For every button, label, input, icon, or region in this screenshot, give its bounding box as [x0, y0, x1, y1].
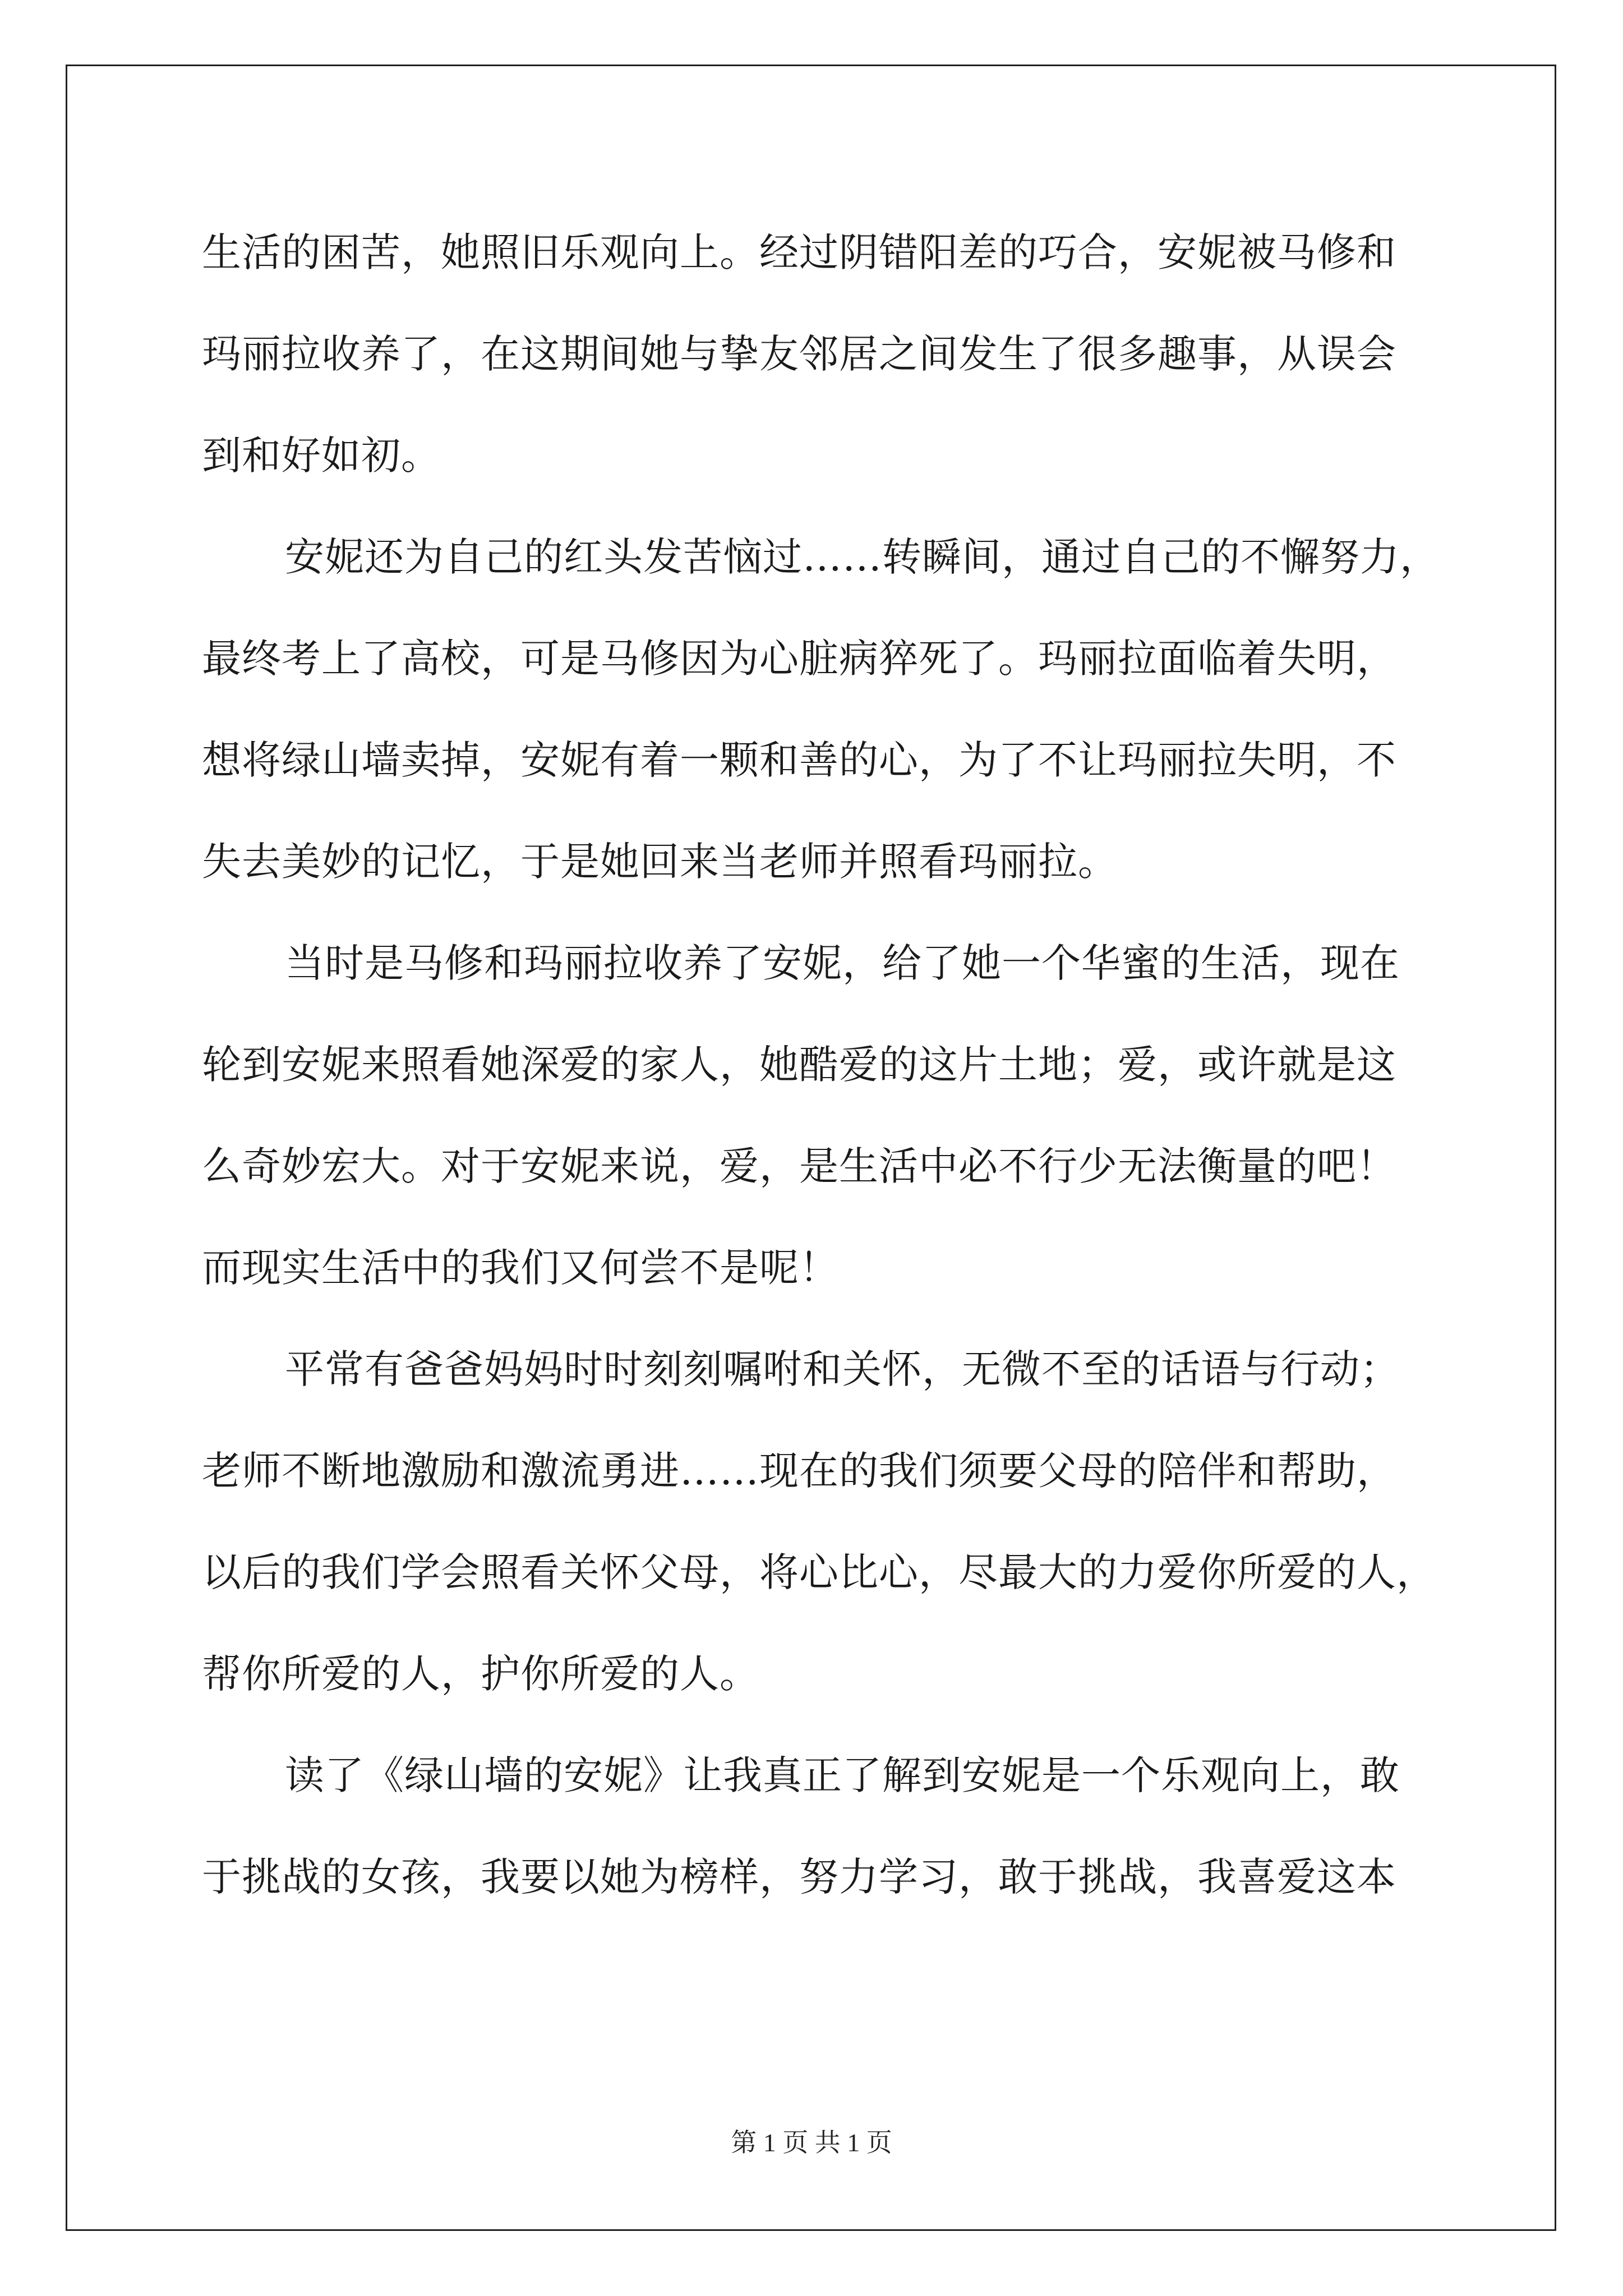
document-body — [202, 202, 1440, 1928]
text-line: 以后的我们学会照看关怀父母，将心比心，尽最大的力爱你所爱的人， — [202, 1549, 1436, 1595]
text-line: 生活的困苦，她照旧乐观向上。经过阴错阳差的巧合，安妮被马修和 — [202, 229, 1396, 275]
paragraph-start-line: 平常有爸爸妈妈时时刻刻嘱咐和关怀，无微不至的话语与行动； — [285, 1346, 1400, 1392]
text-line: 于挑战的女孩，我要以她为榜样，努力学习，敢于挑战，我喜爱这本 — [202, 1854, 1396, 1900]
paragraph-start-line: 读了《绿山墙的安妮》让我真正了解到安妮是一个乐观向上，敢 — [285, 1752, 1400, 1798]
text-line: 帮你所爱的人，护你所爱的人。 — [202, 1651, 759, 1697]
text-line: 想将绿山墙卖掉，安妮有着一颗和善的心，为了不让玛丽拉失明，不 — [202, 737, 1396, 783]
text-line: 而现实生活中的我们又何尝不是呢！ — [202, 1245, 839, 1291]
text-line: 玛丽拉收养了，在这期间她与挚友邻居之间发生了很多趣事，从误会 — [202, 331, 1396, 377]
paragraph-start-line: 安妮还为自己的红头发苦恼过……转瞬间，通过自己的不懈努力， — [285, 534, 1440, 580]
text-line: 轮到安妮来照看她深爱的家人，她酷爱的这片土地；爱，或许就是这 — [202, 1042, 1396, 1088]
text-line: 到和好如初。 — [202, 432, 441, 478]
page-number-footer: 第 1 页 共 1 页 — [731, 2128, 892, 2157]
text-line: 么奇妙宏大。对于安妮来说，爱，是生活中必不行少无法衡量的吧！ — [202, 1143, 1396, 1189]
text-line: 老师不断地激励和激流勇进……现在的我们须要父母的陪伴和帮助， — [202, 1448, 1396, 1494]
text-line: 最终考上了高校，可是马修因为心脏病猝死了。玛丽拉面临着失明， — [202, 636, 1396, 682]
paragraph-start-line: 当时是马修和玛丽拉收养了安妮，给了她一个华蜜的生活，现在 — [285, 940, 1400, 986]
text-line: 失去美妙的记忆，于是她回来当老师并照看玛丽拉。 — [202, 839, 1118, 885]
